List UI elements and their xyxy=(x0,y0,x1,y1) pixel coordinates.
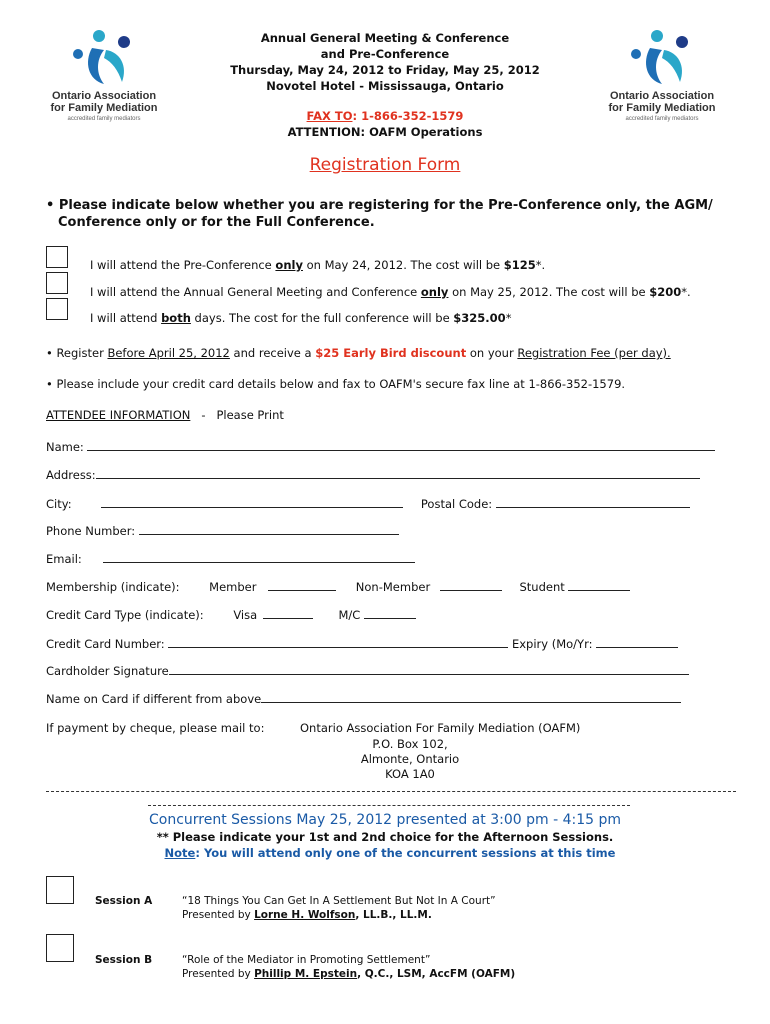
email-input[interactable] xyxy=(103,551,415,563)
city-input[interactable] xyxy=(101,496,403,508)
logo-line2: for Family Mediation xyxy=(50,102,158,114)
form-title: Registration Form xyxy=(309,155,461,175)
membership-row: Membership (indicate): Member Non-Member Student xyxy=(46,579,630,594)
checkbox-both-days[interactable] xyxy=(46,298,68,320)
session-b-presenter: Presented by Phillip M. Epstein, Q.C., LSM, AccFM (OAFM) xyxy=(182,968,516,980)
sessions-note: Note: You will attend only one of the concurrent sessions at this time xyxy=(164,846,616,860)
oafm-logo-right xyxy=(602,28,722,128)
session-a-label: Session A xyxy=(95,895,153,907)
checkbox-session-b[interactable] xyxy=(46,934,74,962)
divider xyxy=(46,791,736,792)
checkbox-session-a[interactable] xyxy=(46,876,74,904)
card-type-row: Credit Card Type (indicate): Visa M/C xyxy=(46,607,416,622)
logo-line1: Ontario Association xyxy=(51,90,157,102)
card-number-input[interactable] xyxy=(168,636,508,648)
session-a-presenter: Presented by Lorne H. Wolfson, LL.B., LL.M. xyxy=(182,909,432,921)
oafm-logo-mark xyxy=(602,28,722,90)
logo-line3: accredited family mediators xyxy=(67,116,141,122)
attendee-heading: ATTENDEE INFORMATION - Please Print xyxy=(46,408,284,422)
address-row: Address: xyxy=(46,467,700,482)
header-line4: Novotel Hotel - Mississauga, Ontario xyxy=(266,79,504,93)
intro-line1 xyxy=(46,197,713,214)
postal-code-input[interactable] xyxy=(496,496,690,508)
header-line2: and Pre-Conference xyxy=(320,47,450,61)
oafm-logo-left xyxy=(44,28,164,128)
phone-input[interactable] xyxy=(139,523,399,535)
non-member-input[interactable] xyxy=(440,579,502,591)
bullet-icon: • xyxy=(46,346,53,360)
divider xyxy=(148,805,630,806)
name-on-card-input[interactable] xyxy=(261,691,681,703)
mail-box: P.O. Box 102, xyxy=(372,737,448,751)
session-b-label: Session B xyxy=(95,954,153,966)
logo-line2: for Family Mediation xyxy=(608,102,716,114)
expiry-input[interactable] xyxy=(596,636,678,648)
mail-city: Almonte, Ontario xyxy=(360,752,460,766)
phone-row: Phone Number: xyxy=(46,523,399,538)
fax-line xyxy=(200,108,570,124)
fax-number: : 1-866-352-1579 xyxy=(352,109,464,123)
oafm-logo-mark xyxy=(44,28,164,90)
bullet-icon: • xyxy=(46,377,53,391)
mail-org: Ontario Association For Family Mediation (OAFM) xyxy=(300,721,581,735)
mail-label: If payment by cheque, please mail to: xyxy=(46,721,265,735)
student-input[interactable] xyxy=(568,579,630,591)
mc-input[interactable] xyxy=(364,607,416,619)
option-both-days: I will attend both days. The cost for the full conference will be $325.00* xyxy=(90,311,512,325)
member-input[interactable] xyxy=(268,579,336,591)
address-input[interactable] xyxy=(96,467,700,479)
checkbox-pre-conference[interactable] xyxy=(46,246,68,268)
logo-line3: accredited family mediators xyxy=(625,116,699,122)
option-agm-conference: I will attend the Annual General Meeting and Conference only on May 25, 2012. The cost will be $200*. xyxy=(90,285,691,299)
sessions-instruction: ** Please indicate your 1st and 2nd choice for the Afternoon Sessions. xyxy=(156,830,614,844)
checkbox-agm-conference[interactable] xyxy=(46,272,68,294)
signature-input[interactable] xyxy=(169,663,689,675)
name-input[interactable] xyxy=(87,439,715,451)
logo-line1: Ontario Association xyxy=(609,90,715,102)
header-line1: Annual General Meeting & Conference xyxy=(260,31,510,45)
visa-input[interactable] xyxy=(263,607,313,619)
header-line3: Thursday, May 24, 2012 to Friday, May 25, 2012 xyxy=(230,63,540,77)
fax-label: FAX TO xyxy=(306,109,353,123)
option-pre-conference: I will attend the Pre-Conference only on May 24, 2012. The cost will be $125*. xyxy=(90,258,546,272)
attention-line: ATTENTION: OAFM Operations xyxy=(287,125,483,139)
card-number-row: Credit Card Number: Expiry (Mo/Yr: xyxy=(46,636,678,651)
email-row: Email: xyxy=(46,551,415,566)
city-row: City: Postal Code: xyxy=(46,496,690,511)
name-on-card-row: Name on Card if different from above xyxy=(46,691,681,706)
mail-postal: KOA 1A0 xyxy=(385,767,435,781)
session-a-title: “18 Things You Can Get In A Settlement But Not In A Court” xyxy=(182,895,496,907)
session-b-title: “Role of the Mediator in Promoting Settlement” xyxy=(182,954,431,966)
fax-note-line: • Please include your credit card details below and fax to OAFM's secure fax line at 1-866-352-1579. xyxy=(46,377,626,391)
signature-row: Cardholder Signature xyxy=(46,663,689,678)
intro-text1: Please indicate below whether you are registering for the Pre-Conference only, the AGM/ xyxy=(58,198,713,213)
bullet-icon: • xyxy=(46,198,55,213)
sessions-title: Concurrent Sessions May 25, 2012 presented at 3:00 pm - 4:15 pm xyxy=(149,812,621,828)
intro-line2: Conference only or for the Full Conference. xyxy=(58,215,375,230)
name-row: Name: xyxy=(46,439,715,454)
early-bird-line: • Register Before April 25, 2012 and receive a $25 Early Bird discount on your Registration Fee (per day). xyxy=(46,346,671,360)
